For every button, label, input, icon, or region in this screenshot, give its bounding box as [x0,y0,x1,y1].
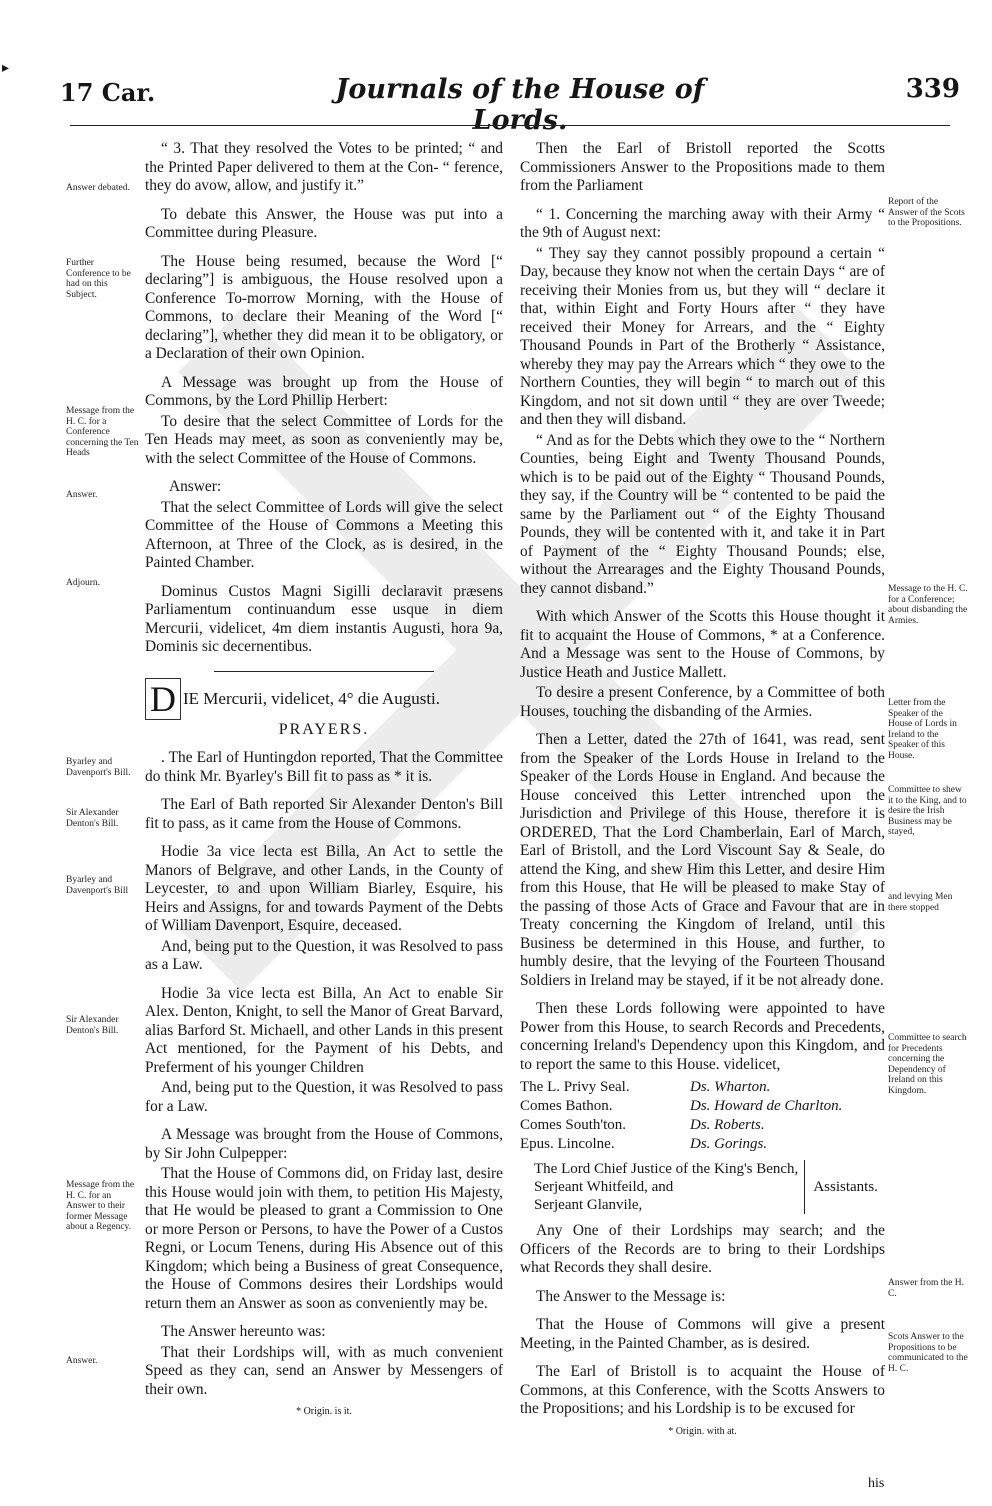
page-mark: ▸ [2,60,10,76]
margin-note: Scots Answer to the Propositions to be communicated to the H. C. [888,1332,968,1374]
margin-note: Byarley and Davenport's Bill [66,875,129,896]
margin-note: Message from the H. C. for an Answer to their former Message about a Regency. [66,1180,135,1232]
margin-note: and levying Men there stopped [888,892,953,913]
margin-note: Answer. [66,490,98,500]
margin-note: Byarley and Davenport's Bill. [66,757,131,778]
margin-note: Committee to search for Precedents concerning the Dependency of Ireland on this Kingdom. [888,1033,967,1096]
assistant-name: Serjeant Whitfeild, and [534,1179,674,1195]
paragraph: Dominus Custos Magni Sigilli declaravit præsens Parliamentum continuandum esse usque in diem Mercurii, videlicet, 4m diem instantis Augusti, hora 9a, Dominis sic decernentibus. [145,582,503,655]
paragraph: That the select Committee of Lords will give the select Committee of the House of Commons a Meeting this Afternoon, at Three of the Clock, as is desired, in the Painted Chamber. [145,498,503,571]
paragraph: A Message was brought up from the House of Commons, by the Lord Phillip Herbert: [145,373,503,409]
right-column [520,140,885,1441]
paragraph: A Message was brought from the House of Commons, by Sir John Culpepper: [145,1126,503,1162]
footnote: * Origin. is it. [296,1406,352,1418]
margin-note: Answer debated. [66,183,130,193]
paragraph: “ They say they cannot possibly propound a certain “ Day, because they know not when the certain Days “ are of receiving their Monies from us, but they will “ declare it that, within Eight and Forty Hours after “ they have received their Money for Arrears, and the “ Eighty Thousand Pounds in Part of the Brotherly “ Assistance, whereby they may pay the Arrears which “ they owe to the Northern Counties, they will begin “ to march out of this Kingdom, and not sit down until “ they are over Tweede; and then they will disband. [520,244,885,428]
section-divider [214,671,434,672]
header-rule [70,125,950,126]
lord-name: Epus. Lincolne. [520,1136,615,1152]
margin-note: Sir Alexander Denton's Bill. [66,1015,119,1036]
running-title: Journals of the House of Lords. [335,74,705,136]
paragraph: “ 3. That they resolved the Votes to be printed; “ and the Printed Paper delivered to them at the Con- “ ference, they do avow, allow, and justify it.” [145,140,503,194]
lords-list [520,1078,885,1154]
paragraph: Hodie 3a vice lecta est Billa, An Act to enable Sir Alex. Denton, Knight, to sell the Manor of Great Barvard, alias Barford St. Michaell, and other Lands in this present Act mentioned, for the Payment of his Debts, and Preferment of his younger Children [145,984,503,1076]
lord-name: Comes Bathon. [520,1098,613,1114]
lord-name: Ds. Gorings. [690,1136,768,1152]
page-header [60,70,960,136]
drop-cap: D [145,678,181,720]
lords-list-right [690,1078,880,1154]
lord-name: Ds. Roberts. [690,1117,765,1133]
paragraph: To debate this Answer, the House was put into a Committee during Pleasure. [145,205,503,241]
page-number: 339 [905,74,960,104]
prayers-heading: PRAYERS. [278,720,370,738]
paragraph: Then a Letter, dated the 27th of 1641, was read, sent from the Speaker of the Lords House in Ireland to the Speaker of the Lords House in England. And because the House conceived this Letter intrenched upon the Jurisdiction and Privilege of this House, therefore it is ORDERED, That the Lord Chamberlain, Earl of March, Earl of Bristoll, and the Lord Viscount Say & Seale, do attend the King, and shew Him this Letter, and desire Him from this House, that He will be pleased to make Stay of the passing of those Acts of Grace and Favour that are in Treaty concerning the Kingdom of Ireland, until this Business be determined in this House, and further, to humbly desire, that the levying of the Fourteen Thousand Soldiers in Ireland may be stayed, if it be not already done. [520,731,885,989]
margin-note: Message from the H. C. for a Conference concerning the Ten Heads [66,406,139,458]
paragraph: Hodie 3a vice lecta est Billa, An Act to settle the Manors of Belgrave, and other Lands, in the County of Leycester, to and upon William Biarley, Esquire, his Heirs and Assigns, for and towards Payment of the Debts of William Davenport, Esquire, deceased. [145,843,503,935]
lord-name: The L. Privy Seal. [520,1079,630,1095]
margin-note: Letter from the Speaker of the House of Lords in Ireland to the Speaker of this House. [888,698,957,761]
paragraph: The Answer to the Message is: [536,1287,726,1305]
margin-note: Answer from the H. C. [888,1278,964,1299]
paragraph: . The Earl of Huntingdon reported, That the Committee do think Mr. Byarley's Bill fit to pass as * it is. [145,749,503,785]
margin-note: Answer. [66,1356,98,1366]
margin-note: Committee to shew it to the King, and to desire the Irish Business may be stayed, [888,785,967,837]
margin-note: Further Conference to be had on this Subject. [66,258,131,300]
left-column [145,140,503,1422]
paragraph: Then the Earl of Bristoll reported the Scotts Commissioners Answer to the Propositions made to them from the Parliament [520,140,885,194]
margin-note: Adjourn. [66,578,101,588]
paragraph: To desire that the select Committee of Lords for the Ten Heads may meet, as soon as conveniently may be, with the select Committee of the House of Commons. [145,412,503,467]
paragraph: Then these Lords following were appointed to have Power from this House, to search Records and Precedents, concerning Ireland's Dependency upon this Kingdom, and to report the same to this House. videlicet, [520,1000,885,1073]
lord-name: Ds. Howard de Charlton. [690,1098,843,1114]
paragraph: The Answer hereunto was: [161,1323,326,1341]
paragraph: The House being resumed, because the Word [“ declaring”] is ambiguous, the House resolved upon a Conference To-morrow Morning, with the House of Commons, to declare their Meaning of the Word [“ declaring”], whether they did mean it to be obligatory, or a Declaration of their own Opinion. [145,252,503,362]
paragraph: “ 1. Concerning the marching away with their Army “ the 9th of August next: [520,205,885,241]
paragraph: And, being put to the Question, it was Resolved to pass for a Law. [145,1079,503,1115]
catchword: his [868,1476,885,1491]
assistants-block [534,1160,885,1214]
paragraph: And, being put to the Question, it was Resolved to pass as a Law. [145,937,503,974]
paragraph: That their Lordships will, with as much convenient Speed as they can, send an Answer by Messengers of their own. [145,1343,503,1398]
lord-name: Comes South'ton. [520,1117,627,1133]
regnal-year: 17 Car. [60,78,156,107]
lords-list-left [520,1078,690,1154]
day-heading [145,679,503,720]
paragraph: With which Answer of the Scotts this House thought it fit to acquaint the House of Commons, * at a Conference. And a Message was sent to the House of Commons, by Justice Heath and Justice Mallett. [520,608,885,681]
margin-note: Sir Alexander Denton's Bill. [66,808,119,829]
footnote: * Origin. with at. [668,1425,737,1437]
margin-note: Report of the Answer of the Scots to the Propositions. [888,197,965,228]
paragraph: The Earl of Bristoll is to acquaint the House of Commons, at this Conference, with the Scotts Answers to the Propositions; and his Lordship is to be excused for [520,1363,885,1417]
assistants-list [534,1160,805,1214]
paragraph: The Earl of Bath reported Sir Alexander Denton's Bill fit to pass, as it came from the House of Commons. [145,796,503,832]
assistants-label: Assistants. [813,1179,878,1195]
paragraph: Any One of their Lordships may search; and the Officers of the Records are to bring to their Lordships what Records they shall desire. [520,1222,885,1276]
paragraph: Answer: [169,478,222,495]
paragraph: That the House of Commons will give a present Meeting, in the Painted Chamber, as is desired. [520,1316,885,1352]
margin-note: Message to the H. C. for a Conference; about disbanding the Armies. [888,584,968,626]
lord-name: Ds. Wharton. [690,1079,771,1095]
paragraph: To desire a present Conference, by a Committee of both Houses, touching the disbanding of the Armies. [520,684,885,720]
paragraph: That the House of Commons did, on Friday last, desire this House would join with them, to petition His Majesty, that He would be pleased to grant a Commission to One or more Person or Persons, to have the Power of a Custos Regni, or Locum Tenens, during His Absence out of this Kingdom; which being a Business of great Consequence, the House of Commons desires their Lordships would return them an Answer as soon as conveniently may be. [145,1165,503,1312]
assistant-name: Serjeant Glanvile, [534,1197,643,1213]
day-heading-text: IE Mercurii, videlicet, 4° die Augusti. [183,688,441,708]
paragraph: “ And as for the Debts which they owe to the “ Northern Counties, being Eight and Twenty Thousand Pounds, which is to be paid out of the Eighty “ Thousand Pounds, they say, if the Country will be “ contented to be paid the same by the Parliament out “ of the Eighty Thousand Pounds, they will be contented with it, and take it in Part of Payment of the “ Eighty Thousand Pounds; else, without the Arrearages and the Eighty Thousand Pounds, they cannot disband.” [520,431,885,597]
assistant-name: The Lord Chief Justice of the King's Bench, [534,1161,799,1177]
